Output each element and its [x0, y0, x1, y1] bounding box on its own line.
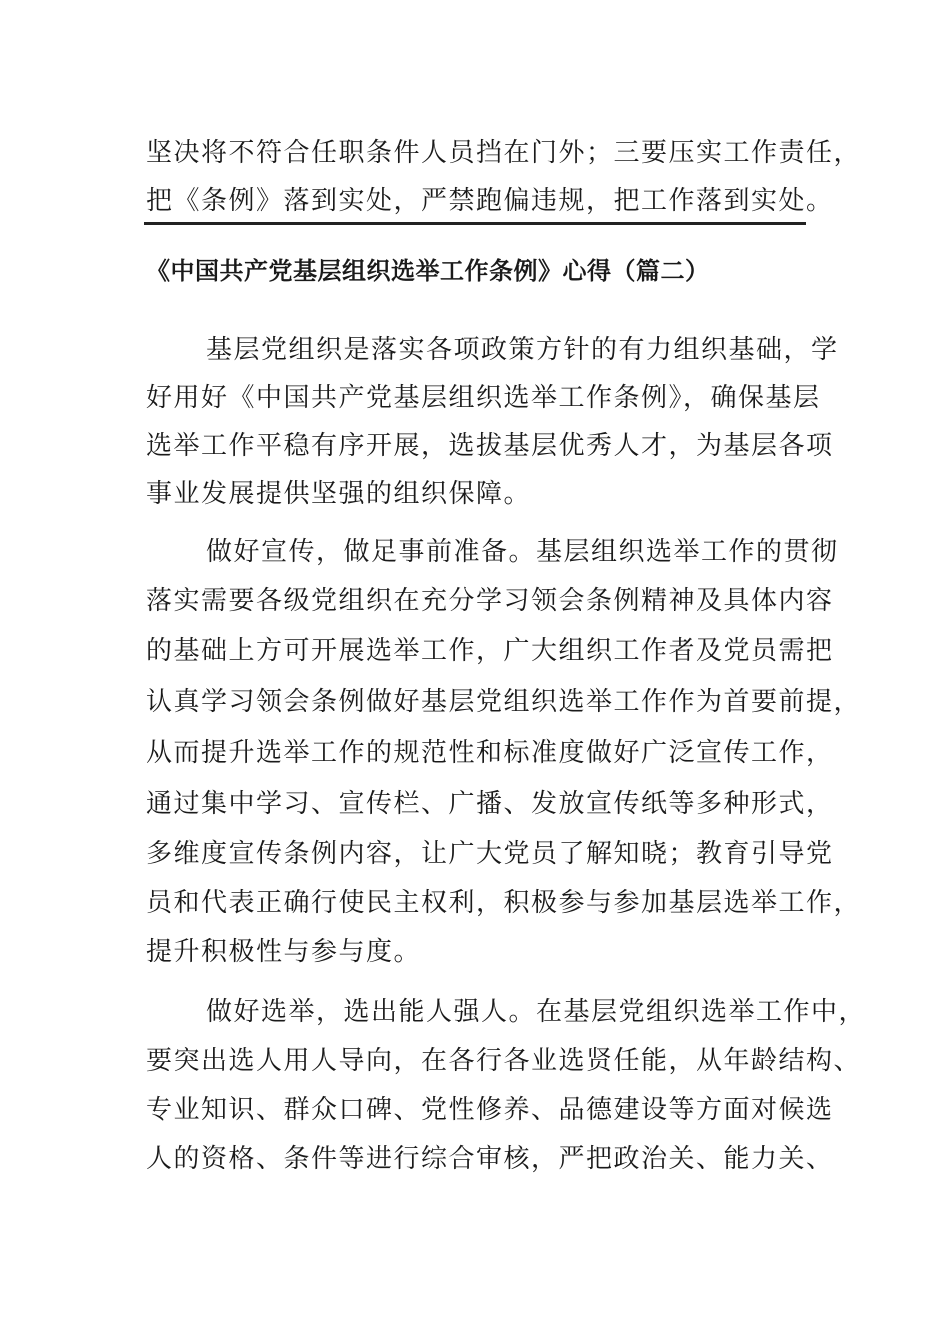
paragraph-2-line: 做好宣传，做足事前准备。基层组织选举工作的贯彻 [206, 537, 839, 567]
paragraph-3-line: 做好选举，选出能人强人。在基层党组织选举工作中， [206, 997, 867, 1027]
paragraph-2-line: 认真学习领会条例做好基层党组织选举工作作为首要前提， [146, 687, 862, 717]
paragraph-2-line: 提升积极性与参与度。 [146, 937, 422, 967]
paragraph-1-line: 好用好《中国共产党基层组织选举工作条例》，确保基层 [146, 383, 821, 413]
section-heading: 《中国共产党基层组织选举工作条例》心得（篇二） [146, 257, 710, 285]
paragraph-2-line: 通过集中学习、宣传栏、广播、发放宣传纸等多种形式， [146, 789, 834, 819]
paragraph-2-line: 的基础上方可开展选举工作，广大组织工作者及党员需把 [146, 636, 834, 666]
section-divider [144, 222, 806, 225]
paragraph-2-line: 落实需要各级党组织在充分学习领会条例精神及具体内容 [146, 586, 834, 616]
paragraph-1-line: 基层党组织是落实各项政策方针的有力组织基础，学 [206, 335, 839, 365]
paragraph-2-line: 从而提升选举工作的规范性和标准度做好广泛宣传工作， [146, 738, 834, 768]
paragraph-3-line: 人的资格、条件等进行综合审核，严把政治关、能力关、 [146, 1144, 834, 1174]
paragraph-3-line: 要突出选人用人导向，在各行各业选贤任能，从年龄结构、 [146, 1046, 862, 1076]
paragraph-1-line: 选举工作平稳有序开展，选拔基层优秀人才，为基层各项 [146, 431, 834, 461]
paragraph-3-line: 专业知识、群众口碑、党性修养、品德建设等方面对候选 [146, 1095, 834, 1125]
paragraph-2-line: 多维度宣传条例内容，让广大党员了解知晓；教育引导党 [146, 839, 834, 869]
text-line: 坚决将不符合任职条件人员挡在门外；三要压实工作责任， [146, 138, 862, 168]
paragraph-1-line: 事业发展提供坚强的组织保障。 [146, 479, 532, 509]
paragraph-2-line: 员和代表正确行使民主权利，积极参与参加基层选举工作， [146, 888, 862, 918]
text-line: 把《条例》落到实处，严禁跑偏违规，把工作落到实处。 [146, 186, 834, 216]
